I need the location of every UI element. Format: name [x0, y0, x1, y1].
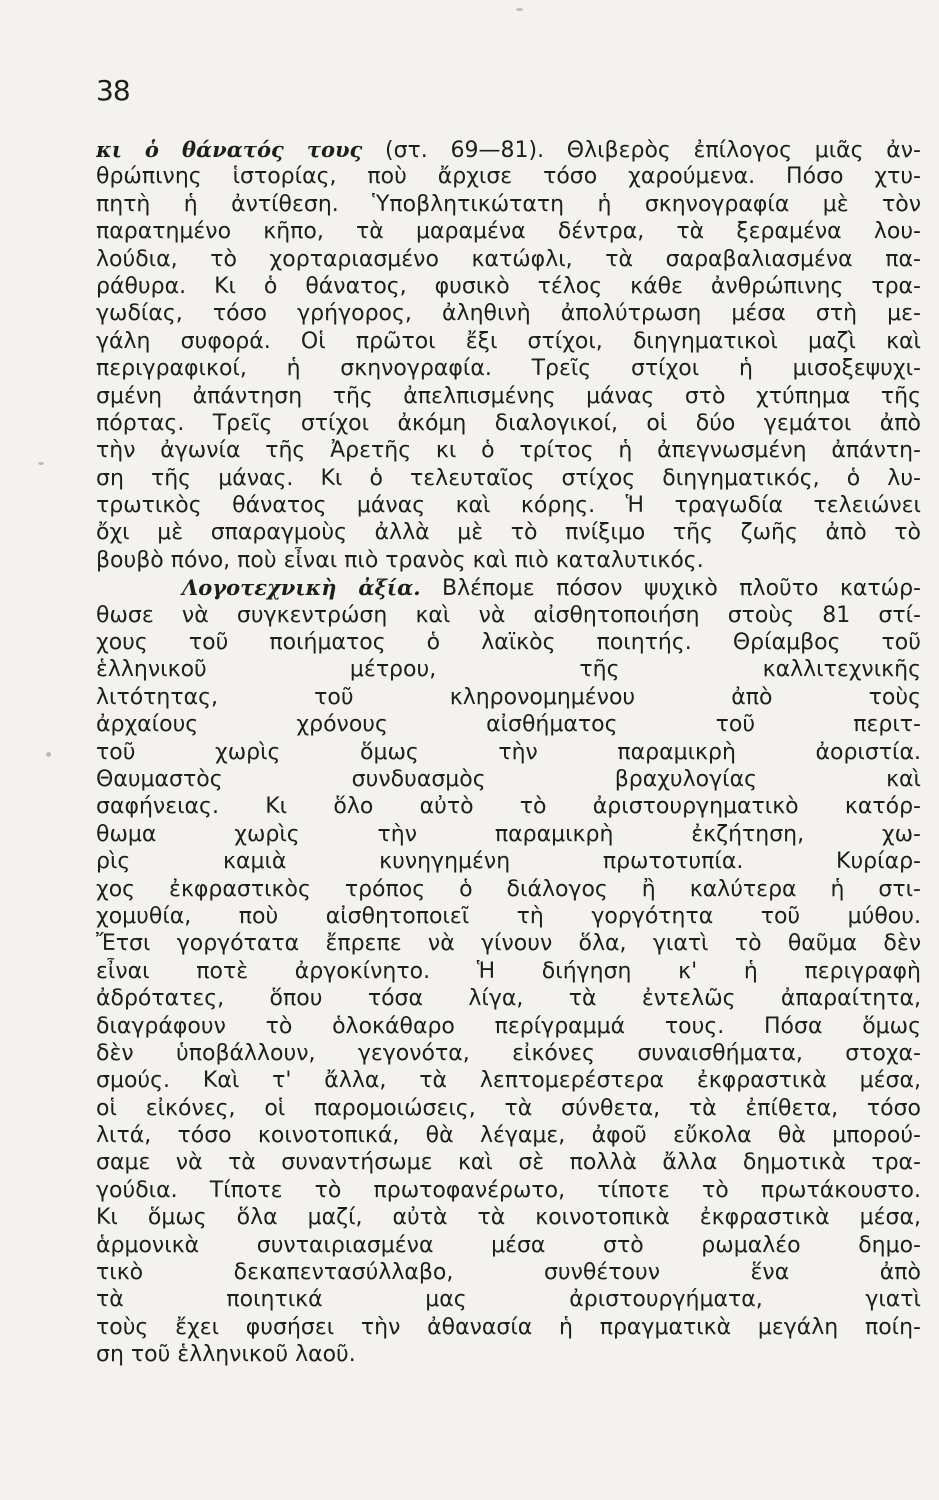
text-line: πητὴ ἡ ἀντίθεση. Ὑποβλητικώτατη ἡ σκηνογραφία μὲ τὸν	[96, 191, 921, 217]
line-text: (στ. 69—81). Θλιβερὸς ἐπίλογος μιᾶς ἀν-	[362, 138, 921, 163]
text-line: σμούς. Καὶ τ' ἄλλα, τὰ λεπτομερέστερα ἐκφραστικὰ μέσα,	[96, 1068, 921, 1094]
text-line: τὴν ἀγωνία τῆς Ἀρετῆς κι ὁ τρίτος ἡ ἀπεγνωσμένη ἀπάντη-	[96, 438, 921, 464]
italic-heading: Λογοτεχνικὴ ἀξία.	[181, 575, 421, 601]
print-speck	[516, 8, 523, 11]
text-line: τικὸ δεκαπεντασύλλαβο, συνθέτουν ἕνα ἀπὸ	[96, 1260, 921, 1286]
text-line: ση τοῦ ἑλληνικοῦ λαοῦ.	[96, 1342, 356, 1368]
text-line: ράθυρα. Κι ὁ θάνατος, φυσικὸ τέλος κάθε ἀνθρώπινης τρα-	[96, 273, 921, 299]
body-text	[96, 136, 921, 1369]
text-line: οἱ εἰκόνες, οἱ παρομοιώσεις, τὰ σύνθετα, τὰ ἐπίθετα, τόσο	[96, 1095, 921, 1121]
text-line: ὄχι μὲ σπαραγμοὺς ἀλλὰ μὲ τὸ πνίξιμο τῆς ζωῆς ἀπὸ τὸ	[96, 520, 921, 546]
text-line: τοῦ χωρὶς ὅμως τὴν παραμικρὴ ἀοριστία.	[96, 739, 921, 765]
text-line: θωμα χωρὶς τὴν παραμικρὴ ἐκζήτηση, χω-	[96, 821, 921, 847]
text-line: ἀρχαίους χρόνους αἰσθήματος τοῦ περιτ-	[96, 712, 921, 738]
text-line: ἁρμονικὰ συνταιριασμένα μέσα στὸ ρωμαλέο δημο-	[96, 1232, 921, 1258]
text-line: γούδια. Τίποτε τὸ πρωτοφανέρωτο, τίποτε τὸ πρωτάκουστο.	[96, 1177, 921, 1203]
text-line	[96, 574, 921, 601]
text-line: χομυθία, ποὺ αἰσθητοποιεῖ τὴ γοργότητα τοῦ μύθου.	[96, 903, 921, 929]
text-line: ση τῆς μάνας. Κι ὁ τελευταῖος στίχος διηγηματικός, ὁ λυ-	[96, 465, 921, 491]
text-line: δὲν ὑποβάλλουν, γεγονότα, εἰκόνες συναισθήματα, στοχα-	[96, 1040, 921, 1066]
italic-heading: κι ὁ θάνατός τους	[96, 137, 363, 162]
text-line: χος ἐκφραστικὸς τρόπος ὁ διάλογος ἢ καλύτερα ἡ στι-	[96, 876, 921, 902]
text-line: Θαυμαστὸς συνδυασμὸς βραχυλογίας καὶ	[96, 766, 921, 792]
text-line: λιτά, τόσο κοινοτοπικά, θὰ λέγαμε, ἀφοῦ εὔκολα θὰ μπορού-	[96, 1123, 921, 1149]
text-line: τοὺς ἔχει φυσήσει τὴν ἀθανασία ἡ πραγματικὰ μεγάλη ποίη-	[96, 1314, 921, 1340]
text-line	[96, 136, 921, 163]
line-text: Βλέπομε πόσον ψυχικὸ πλοῦτο κατώρ-	[420, 576, 921, 602]
text-line: τρωτικὸς θάνατος μάνας καὶ κόρης. Ἡ τραγωδία τελειώνει	[96, 493, 921, 519]
text-line: ρὶς καμιὰ κυνηγημένη πρωτοτυπία. Κυρίαρ-	[96, 849, 921, 875]
text-line: πόρτας. Τρεῖς στίχοι ἀκόμη διαλογικοί, οἱ δύο γεμάτοι ἀπὸ	[96, 410, 921, 436]
print-speck	[38, 462, 44, 465]
text-line: εἶναι ποτὲ ἀργοκίνητο. Ἡ διήγηση κ' ἡ περιγραφὴ	[96, 958, 921, 984]
text-line: περιγραφικοί, ἡ σκηνογραφία. Τρεῖς στίχοι ἡ μισοξεψυχι-	[96, 356, 921, 382]
text-line: σαφήνειας. Κι ὅλο αὐτὸ τὸ ἀριστουργηματικὸ κατόρ-	[96, 794, 921, 820]
print-speck	[46, 752, 51, 757]
text-line: γωδίας, τόσο γρήγορος, ἀληθινὴ ἀπολύτρωση μέσα στὴ με-	[96, 301, 921, 327]
text-line: θωσε νὰ συγκεντρώση καὶ νὰ αἰσθητοποιήση στοὺς 81 στί-	[96, 602, 921, 628]
text-line: τὰ ποιητικά μας ἀριστουργήματα, γιατὶ	[96, 1287, 921, 1313]
text-line: χους τοῦ ποιήματος ὁ λαϊκὸς ποιητής. Θρίαμβος τοῦ	[96, 630, 921, 656]
text-line: Ἔτσι γοργότατα ἔπρεπε νὰ γίνουν ὅλα, γιατὶ τὸ θαῦμα δὲν	[96, 931, 921, 957]
text-line: βουβὸ πόνο, ποὺ εἶναι πιὸ τρανὸς καὶ πιὸ καταλυτικός.	[96, 547, 704, 573]
text-line: σμένη ἀπάντηση τῆς ἀπελπισμένης μάνας στὸ χτύπημα τῆς	[96, 383, 921, 409]
text-line: θρώπινης ἱστορίας, ποὺ ἄρχισε τόσο χαρούμενα. Πόσο χτυ-	[96, 164, 921, 190]
text-line: ἑλληνικοῦ μέτρου, τῆς καλλιτεχνικῆς	[96, 657, 921, 683]
text-line: ἀδρότατες, ὅπου τόσα λίγα, τὰ ἐντελῶς ἀπαραίτητα,	[96, 986, 921, 1012]
text-line: γάλη συφορά. Οἱ πρῶτοι ἔξι στίχοι, διηγηματικοὶ μαζὶ καὶ	[96, 328, 921, 354]
text-line: λιτότητας, τοῦ κληρονομημένου ἀπὸ τοὺς	[96, 684, 921, 710]
text-line: Κι ὅμως ὅλα μαζί, αὐτὰ τὰ κοινοτοπικὰ ἐκφραστικὰ μέσα,	[96, 1205, 921, 1231]
text-line: διαγράφουν τὸ ὁλοκάθαρο περίγραμμά τους. Πόσα ὅμως	[96, 1013, 921, 1039]
text-line: λούδια, τὸ χορταριασμένο κατώφλι, τὰ σαραβαλιασμένα πα-	[96, 246, 921, 272]
page-number: 38	[96, 74, 130, 107]
text-line: σαμε νὰ τὰ συναντήσωμε καὶ σὲ πολλὰ ἄλλα δημοτικὰ τρα-	[96, 1150, 921, 1176]
line-prefix	[96, 576, 182, 601]
text-line: παρατημένο κῆπο, τὰ μαραμένα δέντρα, τὰ ξεραμένα λου-	[96, 219, 921, 245]
